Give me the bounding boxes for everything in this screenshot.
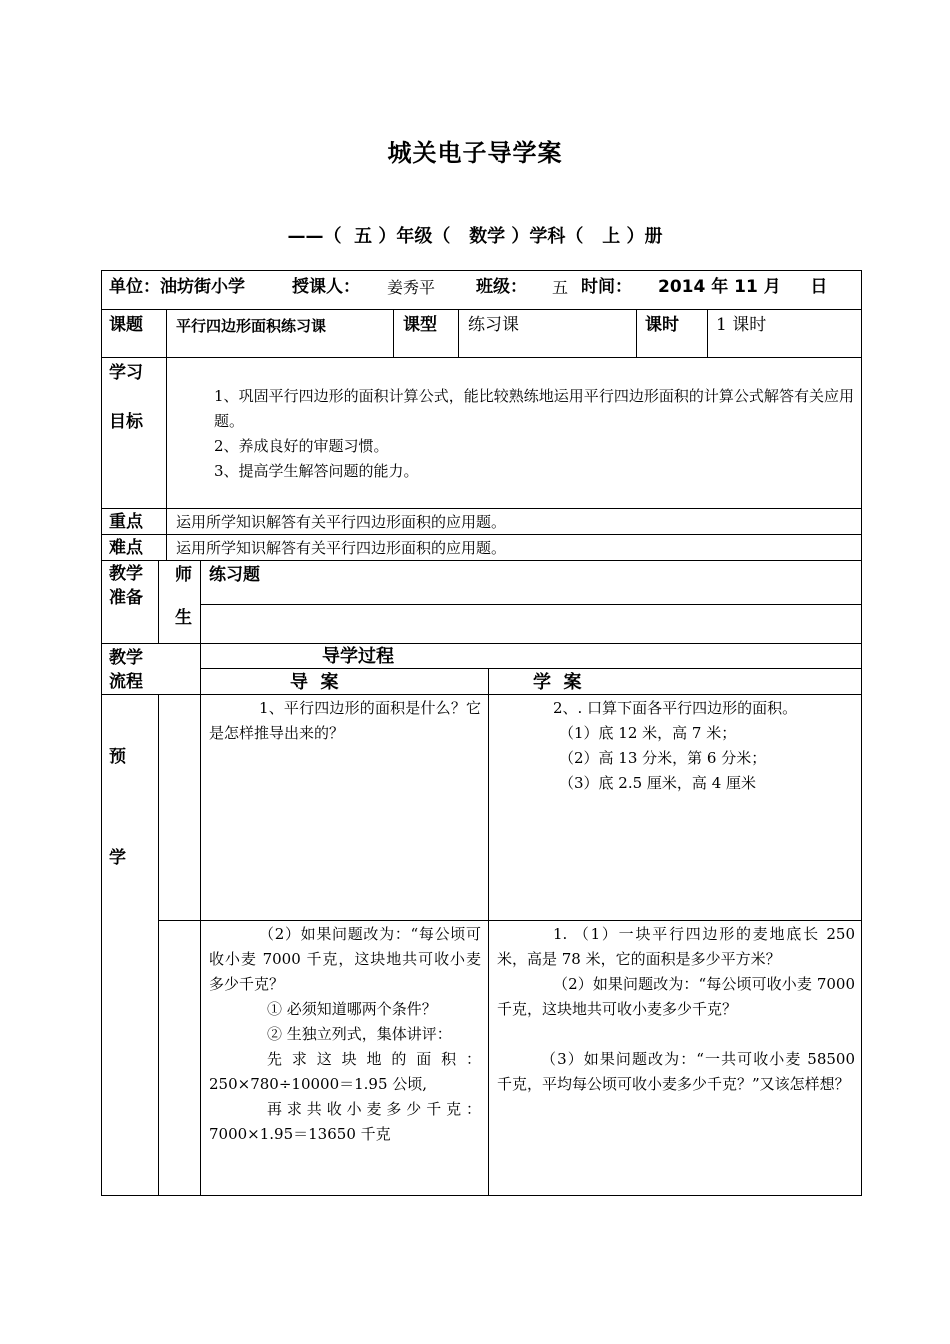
page-title: 城关电子导学案: [387, 139, 563, 167]
preview-label-1: 预: [109, 747, 126, 767]
flow-label-1: 教学: [109, 648, 143, 668]
study-item: 2、. 口算下面各平行四边形的面积。: [553, 699, 798, 717]
prep-label-2: 准备: [109, 588, 143, 608]
key-point-text: 运用所学知识解答有关平行四边形面积的应用题。: [176, 513, 507, 531]
guide-item: ② 生独立列式，集体讲评：: [267, 1025, 452, 1043]
hours-label: 课时: [645, 315, 679, 335]
preview-row2-guide: [209, 922, 481, 1147]
goal-item: 1、巩固平行四边形的面积计算公式，能比较熟练地运用平行四边形面积的计算公式解答有关应用题。: [214, 387, 854, 430]
teacher-name: 姜秀平: [387, 278, 436, 297]
preview-row2-study: [497, 922, 855, 1097]
process-header: 导学过程: [322, 646, 394, 667]
study-header: 学 案: [533, 672, 582, 693]
guide-item: 再求共收小麦多少千克：7000×1.95＝13650 千克: [209, 1100, 481, 1143]
study-item: （2）高 13 分米，第 6 分米；: [559, 749, 767, 767]
preview-label-2: 学: [109, 848, 126, 868]
goals-label-2: 目标: [109, 412, 143, 432]
type-label: 课型: [403, 315, 437, 335]
teacher-label: 授课人：: [292, 277, 360, 297]
preview-row1-study: [497, 696, 857, 796]
prep-student-label: 生: [175, 608, 192, 628]
difficulty-label: 难点: [109, 538, 143, 558]
key-point-label: 重点: [109, 512, 143, 532]
difficulty-text: 运用所学知识解答有关平行四边形面积的应用题。: [176, 539, 507, 557]
preview-row1-guide: 1、平行四边形的面积是什么？它是怎样推导出来的？: [209, 699, 481, 742]
study-item: （2）如果问题改为：“每公顷可收小麦 7000 千克，这块地共可收小麦多少千克？: [497, 975, 855, 1018]
prep-teacher-label: 师: [175, 565, 192, 585]
topic-label: 课题: [109, 315, 143, 335]
guide-item: 先求这块地的面积：250×780÷10000＝1.95 公顷,: [209, 1050, 481, 1093]
flow-label-2: 流程: [109, 672, 143, 692]
guide-item: （2）如果问题改为：“每公顷可收小麦 7000 千克，这块地共可收小麦多少千克？: [209, 925, 481, 993]
page-subtitle: ——（ 五 ）年级（ 数学 ）学科（ 上 ）册: [287, 226, 663, 247]
time-value: 2014 年 11 月 日: [658, 277, 828, 297]
study-item: （1）底 12 米，高 7 米；: [559, 724, 737, 742]
unit-label: 单位：油坊街小学: [109, 277, 245, 297]
goal-item: 2、养成良好的审题习惯。: [214, 437, 389, 455]
prep-teacher-text: 练习题: [209, 565, 260, 585]
guide-header: 导 案: [290, 672, 339, 693]
prep-label-1: 教学: [109, 564, 143, 584]
topic-value: 平行四边形面积练习课: [176, 317, 327, 335]
goals-list: [214, 384, 854, 484]
time-label: 时间：: [581, 277, 632, 297]
guide-item: ① 必须知道哪两个条件？: [267, 1000, 437, 1018]
class-value: 五: [552, 278, 569, 297]
type-value: 练习课: [468, 315, 519, 335]
study-item: （3）底 2.5 厘米，高 4 厘米: [559, 774, 757, 792]
goals-label-1: 学习: [109, 363, 143, 383]
study-item: （3）如果问题改为：“一共可收小麦 58500 千克，平均每公顷可收小麦多少千克？”又该怎样想？: [497, 1050, 855, 1093]
goal-item: 3、提高学生解答问题的能力。: [214, 462, 419, 480]
hours-value: 1 课时: [716, 315, 767, 335]
class-label: 班级：: [476, 277, 527, 297]
study-item: 1. （1）一块平行四边形的麦地底长 250 米，高是 78 米，它的面积是多少平方米？: [497, 925, 855, 968]
